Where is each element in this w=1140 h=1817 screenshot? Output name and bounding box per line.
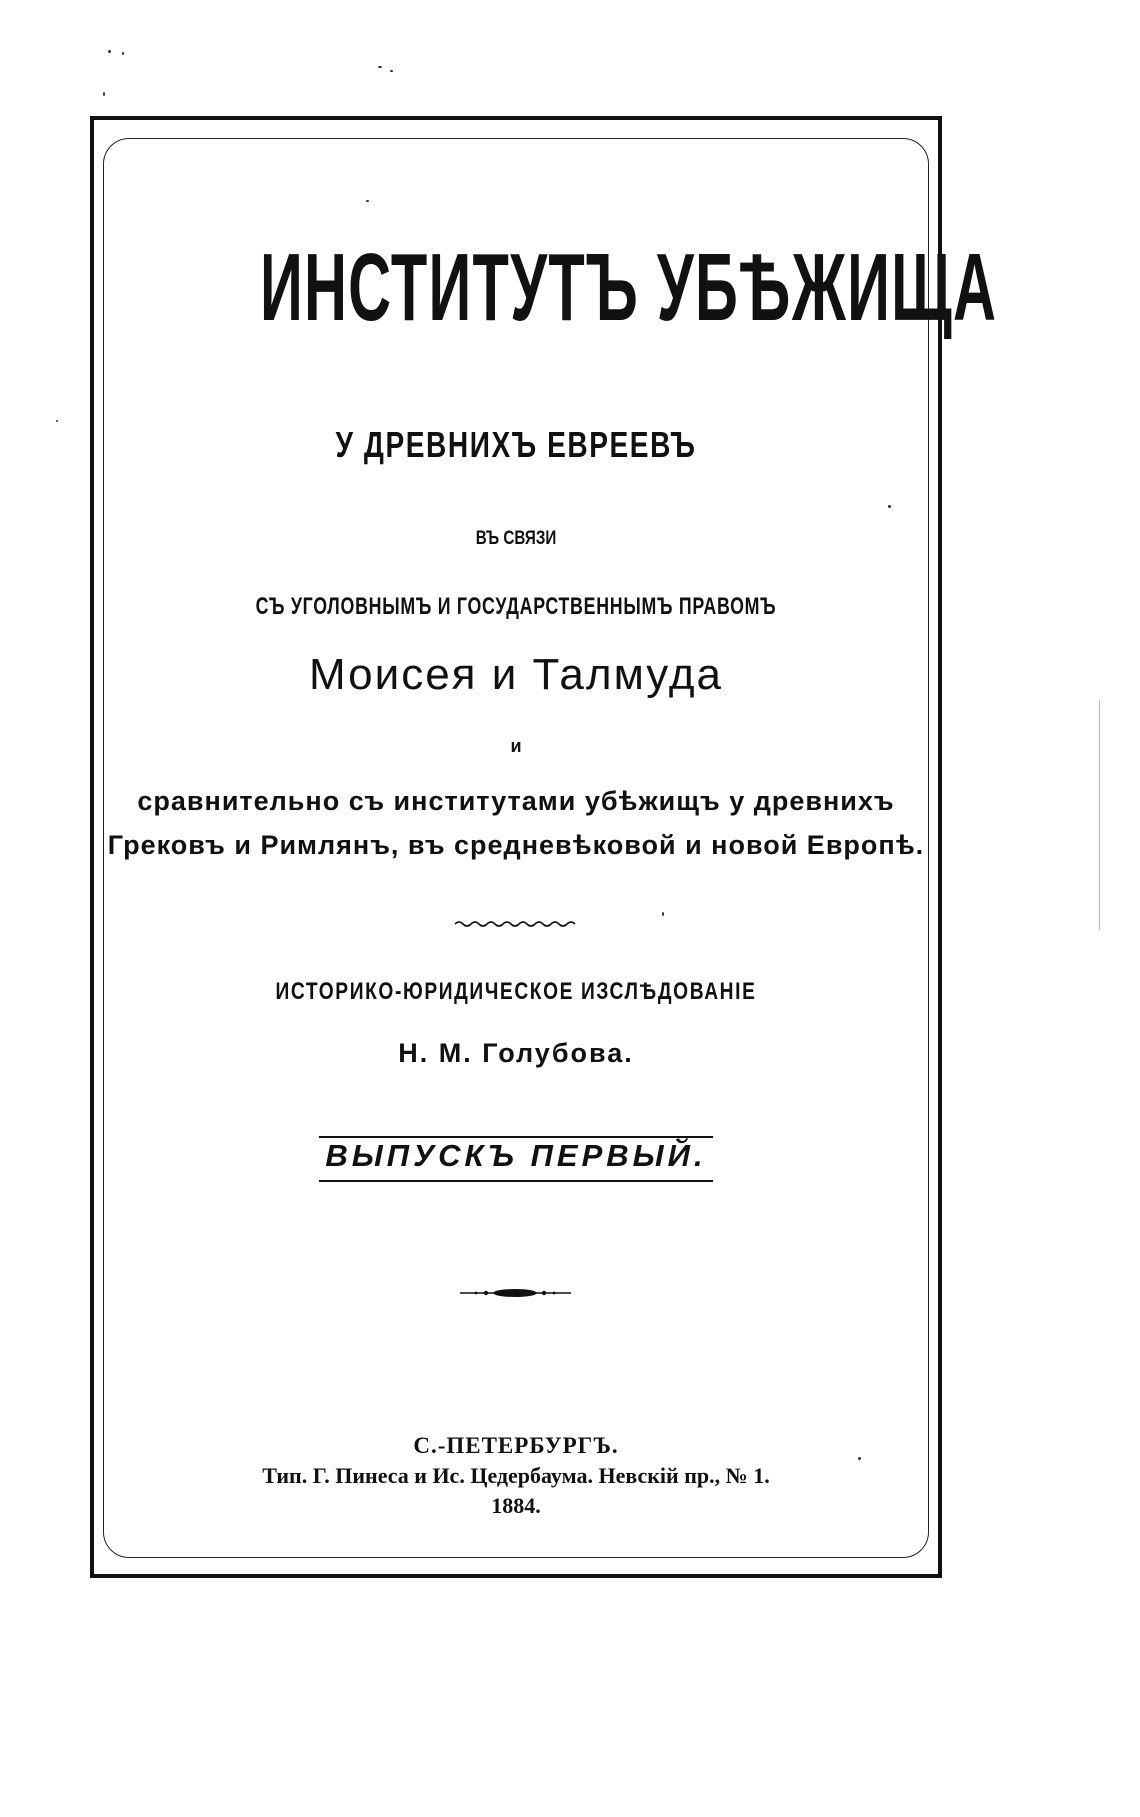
comparison-line-1: сравнительно съ институтами убѣжищъ у древнихъ: [137, 786, 895, 816]
ink-speck: [662, 912, 664, 916]
ink-speck: [378, 66, 382, 68]
conjunction: и: [510, 736, 522, 756]
scan-edge-line: [1099, 700, 1100, 930]
subtitle-in-connection: ВЪ СВЯЗИ: [475, 528, 557, 549]
genre-line: ИСТОРИКО-ЮРИДИЧЕСКОЕ ИЗСЛѢДОВАНІЕ: [275, 978, 757, 1005]
comparison-line-2: Грековъ и Римлянъ, въ средневѣковой и новой Европѣ.: [107, 830, 925, 860]
subtitle-ancient-jews: У ДРЕВНИХЪ ЕВРЕЕВЪ: [335, 424, 697, 465]
ink-speck: [366, 200, 369, 202]
ink-speck: [108, 50, 111, 53]
ink-speck: [888, 505, 891, 508]
ink-speck: [103, 92, 105, 96]
ornament-divider: [458, 1286, 573, 1300]
title-page: [103, 138, 998, 1558]
imprint-year: 1884.: [491, 1493, 541, 1518]
ink-speck: [56, 420, 58, 422]
imprint-city: С.-ПЕТЕРБУРГЪ.: [413, 1433, 619, 1458]
ink-speck: [390, 70, 393, 72]
author-name: Н. М. Голубова.: [398, 1038, 634, 1068]
wavy-rule-divider: [453, 918, 578, 930]
imprint-printer: Тип. Г. Пинеса и Ис. Цедербаума. Невскій пр., № 1.: [262, 1463, 770, 1488]
ink-speck: [122, 52, 124, 55]
subtitle-law: СЪ УГОЛОВНЫМЪ И ГОСУДАРСТВЕННЫМЪ ПРАВОМЪ: [255, 593, 777, 620]
subtitle-moses-talmud: Моисея и Талмуда: [309, 650, 723, 699]
ink-speck: [858, 1457, 861, 1460]
issue-label: ВЫПУСКЪ ПЕРВЫЙ.: [319, 1136, 712, 1182]
book-title: ИНСТИТУТЪ УБѢЖИЩА: [259, 234, 998, 341]
